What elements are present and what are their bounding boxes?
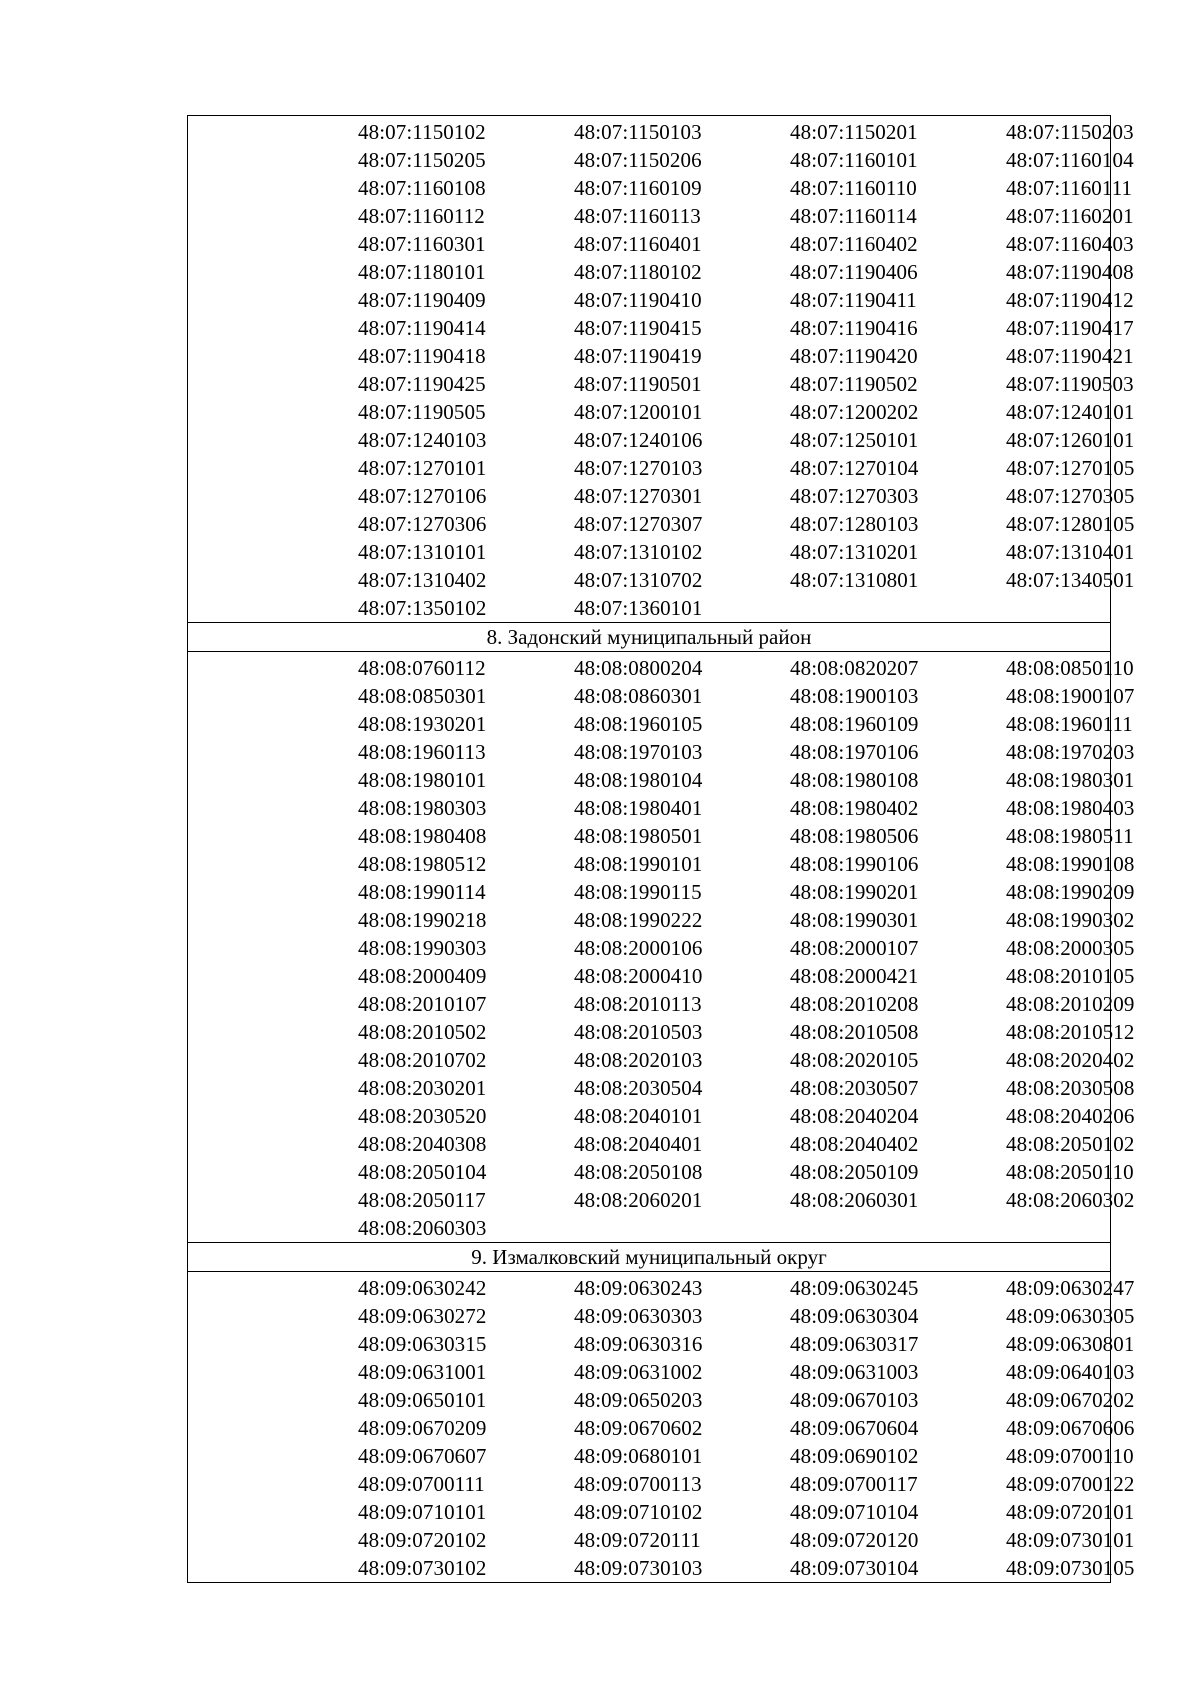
cadastral-number-cell: 48:08:1990222 <box>574 908 703 932</box>
table-row <box>188 990 1135 1018</box>
cadastral-number-cell: 48:07:1190409 <box>358 288 486 312</box>
cadastral-number-cell: 48:07:1180102 <box>574 260 702 284</box>
table-row <box>188 1046 1135 1074</box>
cadastral-number-cell: 48:09:0650101 <box>358 1388 487 1412</box>
cadastral-number-cell: 48:07:1190505 <box>358 400 486 424</box>
cadastral-number-cell: 48:07:1340501 <box>1006 568 1135 592</box>
cadastral-number-cell: 48:07:1250101 <box>790 428 919 452</box>
cadastral-number-cell: 48:08:2060303 <box>358 1216 487 1240</box>
cadastral-number-cell: 48:09:0710101 <box>358 1500 487 1524</box>
cadastral-number-cell: 48:08:1970103 <box>574 740 703 764</box>
cadastral-number-cell: 48:08:1990303 <box>358 936 487 960</box>
cadastral-number-cell: 48:09:0630304 <box>790 1304 919 1328</box>
cadastral-number-cell: 48:08:2010105 <box>1006 964 1135 988</box>
cadastral-number-cell: 48:08:2020103 <box>574 1048 703 1072</box>
cadastral-number-cell: 48:08:1900103 <box>790 684 919 708</box>
cadastral-number-cell: 48:07:1360101 <box>574 596 703 620</box>
cadastral-number-cell: 48:08:1960105 <box>574 712 703 736</box>
table-row <box>188 906 1135 934</box>
cadastral-number-cell: 48:08:1990114 <box>358 880 486 904</box>
cadastral-number-cell: 48:07:1280103 <box>790 512 919 536</box>
table-row <box>188 146 1134 174</box>
cadastral-number-cell: 48:09:0730104 <box>790 1556 919 1580</box>
cadastral-number-cell: 48:09:0630317 <box>790 1332 919 1356</box>
cadastral-number-cell: 48:07:1280105 <box>1006 512 1135 536</box>
cadastral-number-cell: 48:08:2040402 <box>790 1132 919 1156</box>
cadastral-number-cell: 48:08:2000409 <box>358 964 487 988</box>
cadastral-number-cell: 48:07:1190417 <box>1006 316 1134 340</box>
cadastral-number-cell: 48:09:0631003 <box>790 1360 919 1384</box>
table-row <box>188 1330 1135 1358</box>
cadastral-number-cell: 48:08:1990108 <box>1006 852 1135 876</box>
cadastral-number-cell: 48:08:1980401 <box>574 796 703 820</box>
table-row <box>188 1386 1135 1414</box>
cadastral-number-cell: 48:07:1160112 <box>358 204 485 228</box>
cadastral-number-cell: 48:08:1980501 <box>574 824 703 848</box>
cadastral-number-cell: 48:07:1150201 <box>790 120 918 144</box>
cadastral-number-cell: 48:07:1190419 <box>574 344 702 368</box>
cadastral-number-cell: 48:09:0710104 <box>790 1500 919 1524</box>
cadastral-number-cell: 48:08:0860301 <box>574 684 703 708</box>
cadastral-number-cell: 48:07:1310102 <box>574 540 703 564</box>
cadastral-number-cell: 48:09:0730102 <box>358 1556 487 1580</box>
cadastral-number-cell: 48:09:0700111 <box>358 1472 485 1496</box>
table-row <box>188 1470 1135 1498</box>
cadastral-number-cell: 48:09:0720101 <box>1006 1500 1135 1524</box>
cadastral-number-cell: 48:09:0630243 <box>574 1276 703 1300</box>
cadastral-number-cell: 48:09:0630245 <box>790 1276 919 1300</box>
cadastral-number-cell: 48:08:2050109 <box>790 1160 919 1184</box>
cadastral-number-cell: 48:09:0720120 <box>790 1528 919 1552</box>
cadastral-number-cell: 48:08:2020402 <box>1006 1048 1135 1072</box>
cadastral-number-cell: 48:09:0630242 <box>358 1276 487 1300</box>
cadastral-number-cell: 48:07:1190410 <box>574 288 702 312</box>
cadastral-number-cell: 48:08:1960111 <box>1006 712 1133 736</box>
cadastral-number-cell: 48:07:1270103 <box>574 456 703 480</box>
table-row <box>188 766 1135 794</box>
cadastral-number-cell: 48:08:2000410 <box>574 964 703 988</box>
table-row <box>188 1554 1135 1582</box>
table-row <box>188 426 1135 454</box>
cadastral-number-cell: 48:07:1190411 <box>790 288 917 312</box>
cadastral-number-cell: 48:07:1150103 <box>574 120 702 144</box>
cadastral-number-cell: 48:08:1980101 <box>358 768 487 792</box>
cadastral-number-cell: 48:08:1900107 <box>1006 684 1135 708</box>
cadastral-number-cell: 48:07:1270307 <box>574 512 703 536</box>
cadastral-number-cell: 48:09:0730101 <box>1006 1528 1135 1552</box>
cadastral-number-cell: 48:07:1160110 <box>790 176 917 200</box>
cadastral-number-cell: 48:07:1160301 <box>358 232 486 256</box>
cadastral-number-cell: 48:09:0680101 <box>574 1444 703 1468</box>
cadastral-number-cell: 48:08:1970106 <box>790 740 919 764</box>
cadastral-number-cell: 48:08:2030504 <box>574 1076 703 1100</box>
cadastral-number-cell: 48:09:0700110 <box>1006 1444 1134 1468</box>
cadastral-number-cell: 48:09:0631002 <box>574 1360 703 1384</box>
table-row <box>188 962 1135 990</box>
cadastral-number-cell: 48:09:0670103 <box>790 1388 919 1412</box>
cadastral-number-cell: 48:08:1990201 <box>790 880 919 904</box>
cadastral-number-cell: 48:08:1980408 <box>358 824 487 848</box>
cadastral-number-cell: 48:08:2010508 <box>790 1020 919 1044</box>
cadastral-number-cell: 48:08:2050104 <box>358 1160 487 1184</box>
cadastral-number-cell: 48:09:0630272 <box>358 1304 487 1328</box>
cadastral-number-cell: 48:07:1270106 <box>358 484 487 508</box>
table-row <box>188 682 1135 710</box>
cadastral-number-cell: 48:08:2010209 <box>1006 992 1135 1016</box>
cadastral-number-cell: 48:07:1310702 <box>574 568 703 592</box>
cadastral-number-cell: 48:09:0730105 <box>1006 1556 1135 1580</box>
cadastral-number-cell: 48:08:1980104 <box>574 768 703 792</box>
cadastral-number-cell: 48:07:1160403 <box>1006 232 1134 256</box>
cadastral-number-cell: 48:07:1160401 <box>574 232 702 256</box>
cadastral-number-cell: 48:07:1240106 <box>574 428 703 452</box>
cadastral-number-cell: 48:08:0800204 <box>574 656 703 680</box>
cadastral-number-cell: 48:08:2040308 <box>358 1132 487 1156</box>
table-row <box>188 258 1134 286</box>
table-row <box>188 878 1135 906</box>
table-row <box>188 1074 1135 1102</box>
cadastral-number-cell: 48:08:1980402 <box>790 796 919 820</box>
cadastral-number-cell: 48:08:2000305 <box>1006 936 1135 960</box>
table-row <box>188 1526 1135 1554</box>
cadastral-number-cell: 48:07:1160111 <box>1006 176 1133 200</box>
cadastral-number-cell: 48:08:1980403 <box>1006 796 1135 820</box>
cadastral-number-cell: 48:09:0700117 <box>790 1472 918 1496</box>
table-row <box>188 1102 1135 1130</box>
cadastral-number-cell: 48:08:1990218 <box>358 908 487 932</box>
cadastral-number-cell: 48:09:0630305 <box>1006 1304 1135 1328</box>
table-row <box>188 1214 1110 1242</box>
cadastral-number-cell: 48:08:2010503 <box>574 1020 703 1044</box>
cadastral-number-cell: 48:07:1160201 <box>1006 204 1134 228</box>
table-row <box>188 594 1110 622</box>
cadastral-number-cell: 48:08:2050117 <box>358 1188 486 1212</box>
cadastral-number-cell: 48:08:2050110 <box>1006 1160 1134 1184</box>
cadastral-number-cell: 48:08:0850301 <box>358 684 487 708</box>
table-row <box>188 314 1134 342</box>
cadastral-number-cell: 48:07:1190416 <box>790 316 918 340</box>
cadastral-number-cell: 48:07:1190408 <box>1006 260 1134 284</box>
cadastral-number-cell: 48:09:0720111 <box>574 1528 701 1552</box>
table-row <box>188 118 1134 146</box>
cadastral-number-cell: 48:07:1180101 <box>358 260 486 284</box>
cadastral-number-cell: 48:07:1310101 <box>358 540 487 564</box>
cadastral-number-cell: 48:08:2030520 <box>358 1104 487 1128</box>
table-row <box>188 174 1133 202</box>
cadastral-number-cell: 48:09:0670607 <box>358 1444 487 1468</box>
cadastral-number-cell: 48:07:1190425 <box>358 372 486 396</box>
table-row <box>188 1018 1135 1046</box>
table-row <box>188 286 1134 314</box>
cadastral-number-cell: 48:08:2010107 <box>358 992 487 1016</box>
cadastral-number-cell: 48:07:1270105 <box>1006 456 1135 480</box>
table-row <box>188 510 1135 538</box>
table-row <box>188 794 1135 822</box>
cadastral-number-cell: 48:08:2040206 <box>1006 1104 1135 1128</box>
table-row <box>188 566 1135 594</box>
cadastral-number-cell: 48:07:1190502 <box>790 372 918 396</box>
cadastral-number-cell: 48:08:2030508 <box>1006 1076 1135 1100</box>
section-heading: 8. Задонский муниципальный район <box>188 622 1110 652</box>
table-row <box>188 538 1135 566</box>
cadastral-number-cell: 48:08:2010512 <box>1006 1020 1135 1044</box>
cadastral-number-cell: 48:07:1150206 <box>574 148 702 172</box>
table-row <box>188 1274 1135 1302</box>
cadastral-number-cell: 48:08:1980506 <box>790 824 919 848</box>
cadastral-number-cell: 48:08:1930201 <box>358 712 487 736</box>
cadastral-number-cell: 48:07:1160104 <box>1006 148 1134 172</box>
cadastral-number-cell: 48:09:0650203 <box>574 1388 703 1412</box>
cadastral-number-cell: 48:07:1270101 <box>358 456 487 480</box>
cadastral-number-cell: 48:09:0630303 <box>574 1304 703 1328</box>
cadastral-number-cell: 48:08:1980511 <box>1006 824 1134 848</box>
cadastral-number-cell: 48:08:1990106 <box>790 852 919 876</box>
cadastral-number-cell: 48:08:0760112 <box>358 656 486 680</box>
table-row <box>188 1358 1135 1386</box>
cadastral-number-cell: 48:08:2060302 <box>1006 1188 1135 1212</box>
cadastral-number-cell: 48:09:0630247 <box>1006 1276 1135 1300</box>
cadastral-number-cell: 48:09:0630316 <box>574 1332 703 1356</box>
table-row <box>188 934 1135 962</box>
table-row <box>188 230 1134 258</box>
cadastral-number-cell: 48:08:2000421 <box>790 964 919 988</box>
table-row <box>188 482 1135 510</box>
cadastral-number-cell: 48:07:1260101 <box>1006 428 1135 452</box>
cadastral-number-cell: 48:07:1150102 <box>358 120 486 144</box>
cadastral-number-cell: 48:09:0670602 <box>574 1416 703 1440</box>
cadastral-number-cell: 48:08:1990302 <box>1006 908 1135 932</box>
cadastral-number-cell: 48:08:2030507 <box>790 1076 919 1100</box>
cadastral-number-cell: 48:09:0670604 <box>790 1416 919 1440</box>
cadastral-number-cell: 48:08:2060201 <box>574 1188 703 1212</box>
cadastral-number-cell: 48:08:2010208 <box>790 992 919 1016</box>
cadastral-number-cell: 48:08:1980512 <box>358 852 487 876</box>
table-row <box>188 342 1134 370</box>
cadastral-number-cell: 48:07:1150205 <box>358 148 486 172</box>
cadastral-number-cell: 48:08:1990301 <box>790 908 919 932</box>
cadastral-number-cell: 48:07:1310401 <box>1006 540 1135 564</box>
cadastral-number-cell: 48:08:2060301 <box>790 1188 919 1212</box>
table-row <box>188 1186 1135 1214</box>
table-row <box>188 822 1134 850</box>
cadastral-number-cell: 48:07:1160108 <box>358 176 486 200</box>
cadastral-number-cell: 48:07:1270104 <box>790 456 919 480</box>
cadastral-number-cell: 48:09:0710102 <box>574 1500 703 1524</box>
cadastral-number-cell: 48:08:2050108 <box>574 1160 703 1184</box>
table-row <box>188 1158 1134 1186</box>
cadastral-number-cell: 48:08:1960113 <box>358 740 486 764</box>
cadastral-number-cell: 48:08:1970203 <box>1006 740 1135 764</box>
cadastral-number-cell: 48:07:1200202 <box>790 400 919 424</box>
cadastral-number-cell: 48:07:1310201 <box>790 540 919 564</box>
section-rows <box>188 1272 1135 1582</box>
section-heading: 9. Измалковский муниципальный округ <box>188 1242 1110 1272</box>
cadastral-number-cell: 48:07:1310801 <box>790 568 919 592</box>
table-row <box>188 1302 1135 1330</box>
section-rows <box>188 652 1135 1242</box>
cadastral-number-cell: 48:08:1990115 <box>574 880 702 904</box>
cadastral-number-cell: 48:08:2010502 <box>358 1020 487 1044</box>
cadastral-number-cell: 48:07:1160402 <box>790 232 918 256</box>
cadastral-number-cell: 48:07:1190420 <box>790 344 918 368</box>
cadastral-number-cell: 48:08:1980301 <box>1006 768 1135 792</box>
cadastral-number-cell: 48:07:1160113 <box>574 204 701 228</box>
cadastral-number-cell: 48:09:0690102 <box>790 1444 919 1468</box>
cadastral-number-cell: 48:09:0630315 <box>358 1332 487 1356</box>
cadastral-number-cell: 48:09:0670202 <box>1006 1388 1135 1412</box>
cadastral-number-cell: 48:07:1160114 <box>790 204 917 228</box>
table-row <box>188 398 1135 426</box>
cadastral-number-cell: 48:09:0720102 <box>358 1528 487 1552</box>
cadastral-number-cell: 48:07:1190414 <box>358 316 486 340</box>
cadastral-number-cell: 48:09:0700113 <box>574 1472 702 1496</box>
cadastral-number-cell: 48:08:2040204 <box>790 1104 919 1128</box>
table-row <box>188 1498 1135 1526</box>
cadastral-number-cell: 48:09:0700122 <box>1006 1472 1135 1496</box>
cadastral-number-cell: 48:07:1190406 <box>790 260 918 284</box>
table-row <box>188 1130 1135 1158</box>
cadastral-number-cell: 48:07:1160109 <box>574 176 702 200</box>
table-row <box>188 850 1135 878</box>
cadastral-number-cell: 48:08:1990209 <box>1006 880 1135 904</box>
table-row <box>188 710 1133 738</box>
cadastral-number-cell: 48:08:2010113 <box>574 992 702 1016</box>
cadastral-number-cell: 48:07:1270301 <box>574 484 703 508</box>
cadastral-number-cell: 48:07:1190418 <box>358 344 486 368</box>
table-row <box>188 370 1134 398</box>
table-row <box>188 202 1134 230</box>
cadastral-number-cell: 48:07:1350102 <box>358 596 487 620</box>
cadastral-number-cell: 48:07:1190503 <box>1006 372 1134 396</box>
table-row <box>188 738 1135 766</box>
cadastral-number-cell: 48:09:0630801 <box>1006 1332 1135 1356</box>
cadastral-number-cell: 48:07:1240103 <box>358 428 487 452</box>
cadastral-table <box>187 115 1135 1583</box>
cadastral-number-cell: 48:07:1190412 <box>1006 288 1134 312</box>
cadastral-number-cell: 48:09:0730103 <box>574 1556 703 1580</box>
cadastral-number-cell: 48:08:2010702 <box>358 1048 487 1072</box>
table-row <box>188 654 1134 682</box>
cadastral-number-cell: 48:07:1270305 <box>1006 484 1135 508</box>
cadastral-number-cell: 48:08:2020105 <box>790 1048 919 1072</box>
cadastral-number-cell: 48:07:1270306 <box>358 512 487 536</box>
cadastral-number-cell: 48:08:1960109 <box>790 712 919 736</box>
cadastral-number-cell: 48:08:0850110 <box>1006 656 1134 680</box>
cadastral-number-cell: 48:08:2040101 <box>574 1104 703 1128</box>
cadastral-number-cell: 48:08:2000107 <box>790 936 919 960</box>
cadastral-number-cell: 48:07:1240101 <box>1006 400 1135 424</box>
table-row <box>188 454 1135 482</box>
cadastral-number-cell: 48:07:1200101 <box>574 400 703 424</box>
cadastral-number-cell: 48:08:2030201 <box>358 1076 487 1100</box>
cadastral-number-cell: 48:07:1190415 <box>574 316 702 340</box>
cadastral-number-cell: 48:09:0631001 <box>358 1360 487 1384</box>
table-row <box>188 1442 1134 1470</box>
cadastral-number-cell: 48:07:1190421 <box>1006 344 1134 368</box>
cadastral-number-cell: 48:09:0640103 <box>1006 1360 1135 1384</box>
cadastral-number-cell: 48:08:2040401 <box>574 1132 703 1156</box>
cadastral-number-cell: 48:08:2000106 <box>574 936 703 960</box>
cadastral-number-cell: 48:07:1270303 <box>790 484 919 508</box>
cadastral-number-cell: 48:08:0820207 <box>790 656 919 680</box>
cadastral-number-cell: 48:07:1190501 <box>574 372 702 396</box>
cadastral-number-cell: 48:08:2050102 <box>1006 1132 1135 1156</box>
cadastral-number-cell: 48:07:1310402 <box>358 568 487 592</box>
cadastral-number-cell: 48:07:1150203 <box>1006 120 1134 144</box>
table-row <box>188 1414 1135 1442</box>
cadastral-number-cell: 48:08:1980108 <box>790 768 919 792</box>
cadastral-number-cell: 48:08:1990101 <box>574 852 703 876</box>
cadastral-number-cell: 48:09:0670606 <box>1006 1416 1135 1440</box>
cadastral-number-cell: 48:09:0670209 <box>358 1416 487 1440</box>
section-rows <box>188 116 1135 622</box>
cadastral-number-cell: 48:08:1980303 <box>358 796 487 820</box>
cadastral-number-cell: 48:07:1160101 <box>790 148 918 172</box>
